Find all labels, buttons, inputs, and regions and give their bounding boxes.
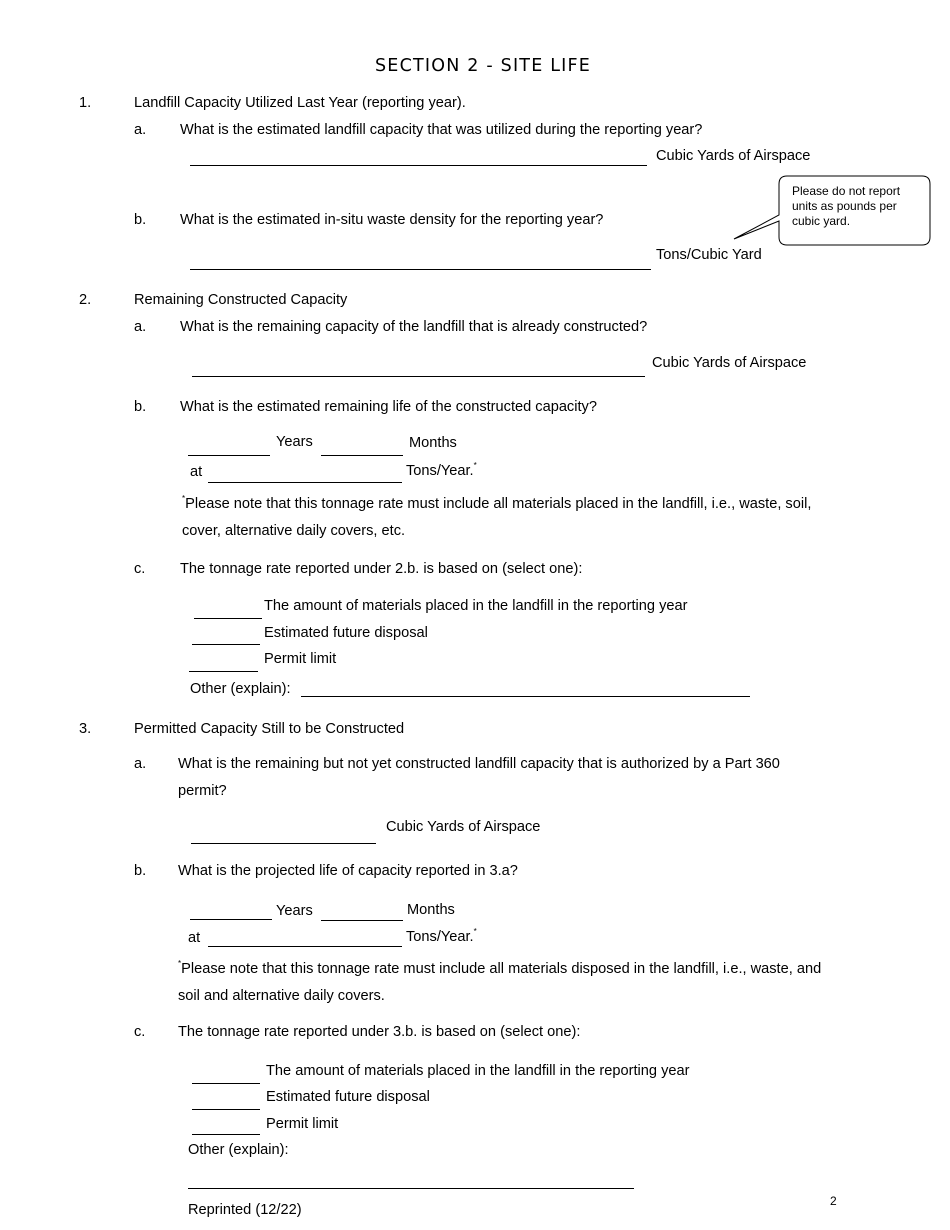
- q3b-months-line[interactable]: [321, 920, 403, 921]
- q1b-unit: Tons/Cubic Yard: [656, 247, 762, 263]
- q2b-years-line[interactable]: [188, 455, 270, 456]
- q3a-question-continued: permit?: [178, 783, 227, 799]
- callout-text: Please do not report units as pounds per cubic yard.: [792, 184, 901, 228]
- q3b-at-label: at: [188, 930, 201, 946]
- q3b-letter: b.: [134, 863, 147, 879]
- q3b-months-label: Months: [407, 902, 455, 918]
- q2c-option-3: Permit limit: [264, 651, 337, 667]
- q2c-option-1-line[interactable]: [194, 618, 262, 619]
- q2b-rate-line[interactable]: [208, 482, 402, 483]
- q2c-option-1: The amount of materials placed in the landfill in the reporting year: [264, 598, 688, 614]
- q3b-note: *Please note that this tonnage rate must include all materials disposed in the landfill, i.e., waste, and: [178, 959, 822, 977]
- q3a-letter: a.: [134, 756, 147, 772]
- q2b-years-label: Years: [276, 434, 313, 450]
- q3c-option-3: Permit limit: [266, 1116, 339, 1132]
- q3c-other-label: Other (explain):: [188, 1142, 289, 1158]
- q2a-answer-line[interactable]: [192, 376, 645, 377]
- page-number: 2: [830, 1194, 837, 1208]
- q1a-unit: Cubic Yards of Airspace: [656, 148, 811, 164]
- q1a-letter: a.: [134, 122, 147, 138]
- q3c-option-2-line[interactable]: [192, 1109, 260, 1110]
- page-title: SECTION 2 - SITE LIFE: [375, 56, 592, 76]
- section-3-heading: Permitted Capacity Still to be Constructed: [134, 721, 405, 737]
- q1a-question: What is the estimated landfill capacity that was utilized during the reporting year?: [180, 122, 703, 138]
- q1b-answer-line[interactable]: [190, 269, 651, 270]
- q3c-option-1: The amount of materials placed in the landfill in the reporting year: [266, 1063, 690, 1079]
- q3b-years-line[interactable]: [190, 919, 272, 920]
- q2c-option-2-line[interactable]: [192, 644, 260, 645]
- q2a-question: What is the remaining capacity of the landfill that is already constructed?: [180, 319, 648, 335]
- q1b-letter: b.: [134, 212, 147, 228]
- q3c-other-line[interactable]: [188, 1188, 634, 1189]
- q3b-rate-unit: Tons/Year.*: [406, 927, 477, 945]
- q2a-letter: a.: [134, 319, 147, 335]
- q3c-option-3-line[interactable]: [192, 1134, 260, 1135]
- q2b-at-label: at: [190, 464, 203, 480]
- q3b-rate-line[interactable]: [208, 946, 402, 947]
- q2b-letter: b.: [134, 399, 147, 415]
- q3c-option-1-line[interactable]: [192, 1083, 260, 1084]
- q2a-unit: Cubic Yards of Airspace: [652, 355, 807, 371]
- q2b-months-label: Months: [409, 435, 457, 451]
- q3c-letter: c.: [134, 1024, 146, 1040]
- q2c-question: The tonnage rate reported under 2.b. is based on (select one):: [180, 561, 583, 577]
- q3a-unit: Cubic Yards of Airspace: [386, 819, 541, 835]
- q2b-note: *Please note that this tonnage rate must include all materials placed in the landfill, i.e., waste, soil,: [182, 494, 812, 512]
- q1b-question: What is the estimated in-situ waste density for the reporting year?: [180, 212, 604, 228]
- q3b-years-label: Years: [276, 903, 313, 919]
- q2c-other-label: Other (explain):: [190, 681, 291, 697]
- q3c-option-2: Estimated future disposal: [266, 1089, 430, 1105]
- section-2-heading: Remaining Constructed Capacity: [134, 292, 348, 308]
- section-1-number: 1.: [79, 95, 92, 111]
- q2c-letter: c.: [134, 561, 146, 577]
- q1a-answer-line[interactable]: [190, 165, 647, 166]
- q2b-note-continued: cover, alternative daily covers, etc.: [182, 523, 406, 539]
- q3b-note-continued: soil and alternative daily covers.: [178, 988, 385, 1004]
- q3a-question: What is the remaining but not yet constructed landfill capacity that is authorized by a Part 360: [178, 756, 780, 772]
- q3a-answer-line[interactable]: [191, 843, 376, 844]
- section-3-number: 3.: [79, 721, 92, 737]
- q2b-rate-unit: Tons/Year.*: [406, 461, 477, 479]
- q2b-question: What is the estimated remaining life of the constructed capacity?: [180, 399, 597, 415]
- q2c-option-3-line[interactable]: [189, 671, 258, 672]
- q2c-other-line[interactable]: [301, 696, 750, 697]
- q3b-question: What is the projected life of capacity reported in 3.a?: [178, 863, 518, 879]
- section-2-number: 2.: [79, 292, 92, 308]
- q2b-months-line[interactable]: [321, 455, 403, 456]
- q3c-question: The tonnage rate reported under 3.b. is based on (select one):: [178, 1024, 581, 1040]
- reprinted-date: Reprinted (12/22): [188, 1202, 302, 1218]
- section-1-heading: Landfill Capacity Utilized Last Year (reporting year).: [134, 95, 466, 111]
- q2c-option-2: Estimated future disposal: [264, 625, 428, 641]
